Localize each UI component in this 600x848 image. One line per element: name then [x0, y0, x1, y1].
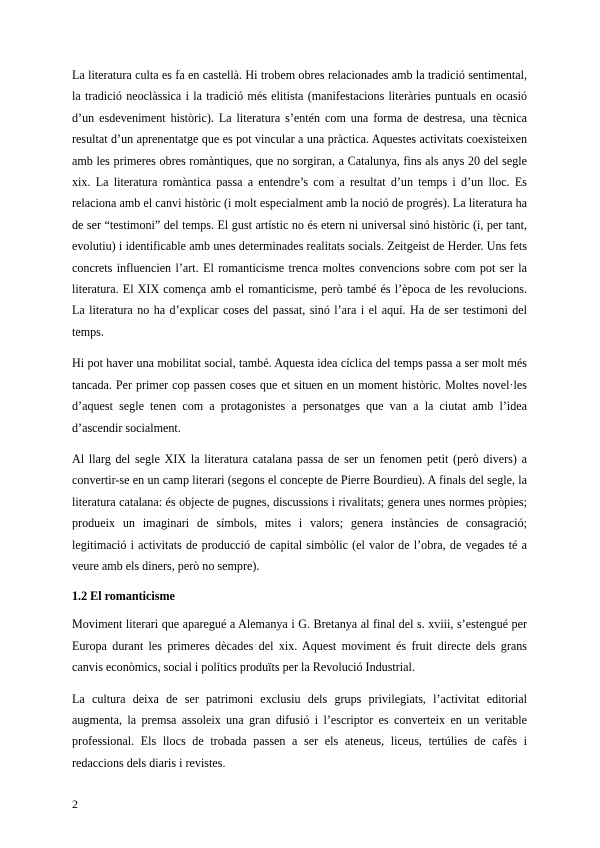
- paragraph-mobilitat-social: Hi pot haver una mobilitat social, també. Aquesta idea cíclica del temps passa a ser molt més tancada. Per primer cop passen coses que et situen en un moment històric. Moltes novel·les d’aquest segle tenen com a protagonistes a personatges que van a la ciutat amb l’idea d’ascendir socialment.: [72, 356, 527, 435]
- page-body: [72, 65, 527, 784]
- paragraph-cultura: La cultura deixa de ser patrimoni exclusiu dels grups privilegiats, l’activitat editorial augmenta, la premsa assoleix una gran difusió i l’escriptor es converteix en un veritable professional. Els llocs de trobada passen a ser els ateneus, liceus, tertúlies de cafès i redaccions dels diaris i revistes.: [72, 691, 527, 770]
- page-number: 2: [72, 797, 78, 811]
- paragraph-segle-xix: Al llarg del segle XIX la literatura catalana passa de ser un fenomen petit (però divers) a convertir-se en un camp literari (segons el concepte de Pierre Bourdieu). A finals del segle, la literatura catalana: és objecte de pugnes, discussions i rivalitats; genera unes normes pròpies; produeix un imaginari de símbols, mites i valors; genera instàncies de consagració; legitimació i activitats de producció de capital simbòlic (el valor de l’obra, de vegades té a veure amb els diners, però no sempre).: [72, 451, 527, 573]
- paragraph-moviment-literari: Moviment literari que aparegué a Alemanya i G. Bretanya al final del s. xviii, s’estengué per Europa durant les primeres dècades del xix. Aquest moviment és fruit directe dels grans canvis econòmics, social i polítics produïts per la Revolució Industrial.: [72, 617, 527, 675]
- section-heading: 1.2 El romanticisme: [72, 589, 175, 604]
- paragraph-culta: La literatura culta es fa en castellà. Hi trobem obres relacionades amb la tradició sentimental, la tradició neoclàssica i la tradició més elitista (manifestacions literàries puntuals en ocasió d’un esdeveniment històric). La literatura s’entén com una forma de destresa, una tècnica resultat d’un aprenentatge que es pot vincular a una pràctica. Aquestes activitats coexisteixen amb les primeres obres romàntiques, que no sorgiran, a Catalunya, fins als anys 20 del segle xix. La literatura romàntica passa a entendre’s com a resultat d’un temps i d’un lloc. Es relaciona amb el canvi històric (i molt especialment amb la noció de progrés). La literatura ha de ser “testimoni” del temps. El gust artístic no és etern ni universal sinó històric (i, per tant, evolutiu) i identificable amb unes determinades realitats socials. Zeitgeist de Herder. Uns fets concrets influencien l’art. El romanticisme trenca moltes convencions sobre com pot ser la literatura. El XIX comença amb el romanticisme, però també és l’època de les revolucions. La literatura no ha d’explicar coses del passat, sinó l’ara i el aquí. Ha de ser testimoni del temps.: [72, 68, 527, 339]
